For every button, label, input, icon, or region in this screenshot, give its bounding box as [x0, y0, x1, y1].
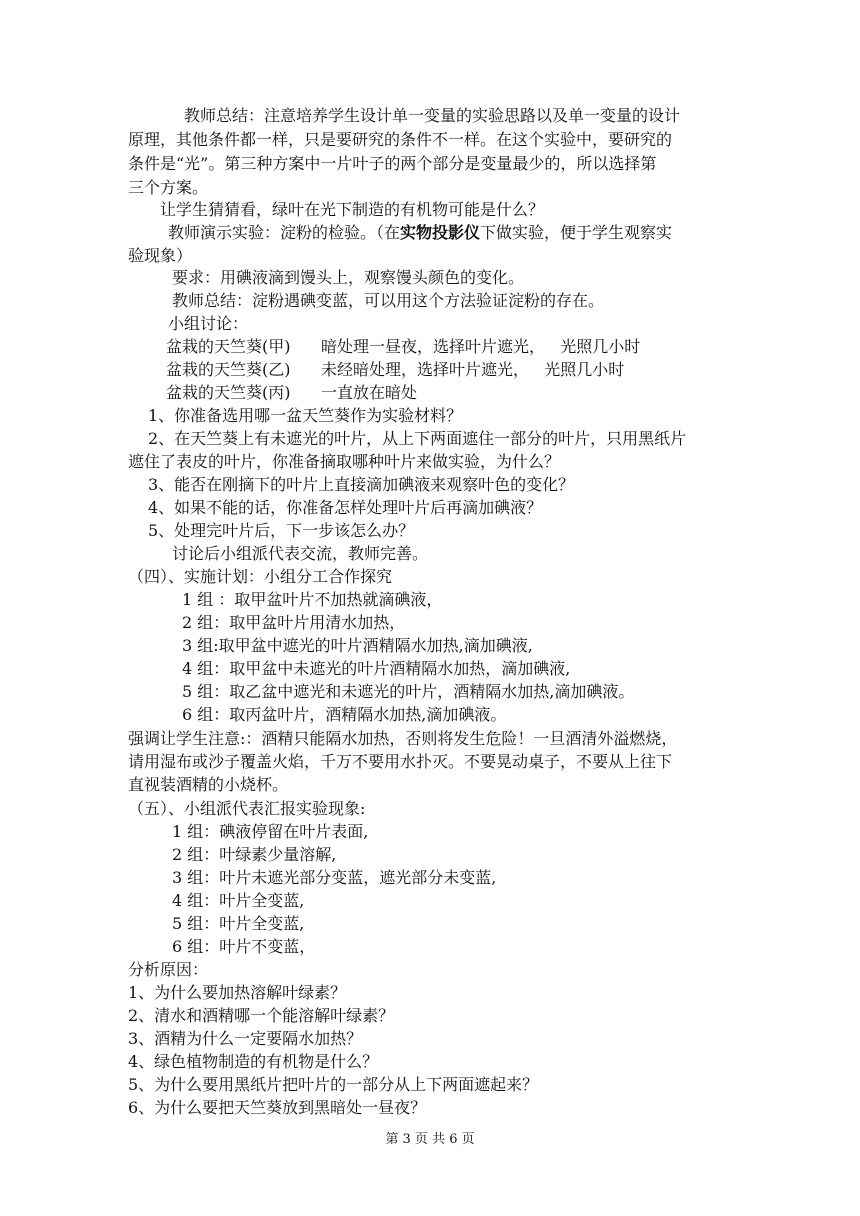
result-group-6: 6 组：叶片不变蓝， — [172, 937, 316, 956]
pot-a: 盆栽的天竺葵(甲) 暗处理一昼夜，选择叶片遮光， 光照几小时 — [166, 337, 641, 356]
analysis-question-1: 1、为什么要加热溶解叶绿素？ — [128, 983, 347, 1002]
question-4: 4、如果不能的话，你准备怎样处理叶片后再滴加碘液？ — [148, 498, 543, 517]
pot-c: 盆栽的天竺葵(丙) 一直放在暗处 — [166, 383, 418, 402]
plan-group-4: 4 组：取甲盆中未遮光的叶片酒精隔水加热，滴加碘液, — [182, 659, 571, 678]
analysis-question-2: 2、清水和酒精哪一个能溶解叶绿素？ — [128, 1006, 395, 1025]
summary-line-2: 原理，其他条件都一样，只是要研究的条件不一样。在这个实验中，要研究的 — [128, 130, 673, 149]
teacher-summary: 教师总结：淀粉遇碘变蓝，可以用这个方法验证淀粉的存在。 — [172, 291, 605, 310]
demo-bold-term: 实物投影仪 — [400, 223, 481, 242]
requirement: 要求：用碘液滴到馒头上，观察馒头颜色的变化。 — [172, 268, 525, 287]
plan-group-1: 1 组 ：取甲盆叶片不加热就滴碘液， — [182, 590, 443, 609]
discussion-result: 讨论后小组派代表交流，教师完善。 — [172, 544, 429, 563]
warning-line-3: 直视装酒精的小烧杯。 — [128, 775, 289, 794]
question-5: 5、处理完叶片后，下一步该怎么办？ — [148, 521, 415, 540]
demo-text-a: 教师演示实验：淀粉的检验。（在 — [168, 223, 401, 242]
analysis-question-5: 5、为什么要用黑纸片把叶片的一部分从上下两面遮起来？ — [128, 1075, 539, 1094]
result-group-4: 4 组：叶片全变蓝, — [172, 891, 305, 910]
summary-line-1: 教师总结：注意培养学生设计单一变量的实验思路以及单一变量的设计 — [184, 106, 681, 125]
question-2-line-2: 遮住了表皮的叶片，你准备摘取哪种叶片来做实验，为什么？ — [128, 452, 561, 471]
analysis-question-6: 6、为什么要把天竺葵放到黑暗处一昼夜？ — [128, 1098, 427, 1117]
plan-group-5: 5 组：取乙盆中遮光和未遮光的叶片，酒精隔水加热,滴加碘液。 — [182, 682, 635, 701]
plan-group-2: 2 组：取甲盆叶片用清水加热， — [182, 613, 406, 632]
analysis-heading: 分析原因： — [128, 960, 209, 979]
warning-line-1: 强调让学生注意:：酒精只能隔水加热，否则将发生危险！一旦酒清外溢燃烧， — [128, 729, 678, 748]
section-5-heading: （五）、小组派代表汇报实验现象: — [128, 799, 366, 818]
demo-line-1 — [168, 221, 672, 245]
analysis-question-3: 3、酒精为什么一定要隔水加热？ — [128, 1029, 363, 1048]
summary-line-3: 条件是“光”。第三种方案中一片叶子的两个部分是变量最少的，所以选择第 — [128, 154, 657, 173]
result-group-5: 5 组：叶片全变蓝, — [172, 914, 305, 933]
demo-line-2: 验现象） — [128, 246, 193, 265]
result-group-2: 2 组：叶绿素少量溶解, — [172, 845, 337, 864]
question-3: 3、能否在刚摘下的叶片上直接滴加碘液来观察叶色的变化？ — [148, 475, 575, 494]
demo-text-b: 下做实验，便于学生观察实 — [480, 223, 673, 242]
plan-group-3: 3 组:取甲盆中遮光的叶片酒精隔水加热,滴加碘液, — [182, 636, 533, 655]
question-2-line-1: 2、在天竺葵上有未遮光的叶片，从上下两面遮住一部分的叶片，只用黑纸片 — [148, 429, 687, 448]
section-4-heading: （四）、实施计划：小组分工合作探究 — [128, 567, 393, 586]
plan-group-6: 6 组：取丙盆叶片，酒精隔水加热,滴加碘液。 — [182, 705, 507, 724]
group-discussion: 小组讨论： — [168, 314, 249, 333]
result-group-1: 1 组：碘液停留在叶片表面, — [172, 822, 369, 841]
warning-line-2: 请用湿布或沙子覆盖火焰，千万不要用水扑灭。不要晃动桌子，不要从上往下 — [128, 752, 673, 771]
guess-question: 让学生猜猜看，绿叶在光下制造的有机物可能是什么？ — [160, 200, 545, 219]
question-1: 1、你准备选用哪一盆天竺葵作为实验材料？ — [148, 406, 463, 425]
analysis-question-4: 4、绿色植物制造的有机物是什么？ — [128, 1052, 379, 1071]
summary-line-4: 三个方案。 — [128, 178, 209, 197]
pot-b: 盆栽的天竺葵(乙) 未经暗处理，选择叶片遮光， 光照几小时 — [166, 360, 625, 379]
result-group-3: 3 组：叶片未遮光部分变蓝，遮光部分未变蓝, — [172, 868, 497, 887]
page-footer: 第 3 页 共 6 页 — [385, 1132, 475, 1147]
